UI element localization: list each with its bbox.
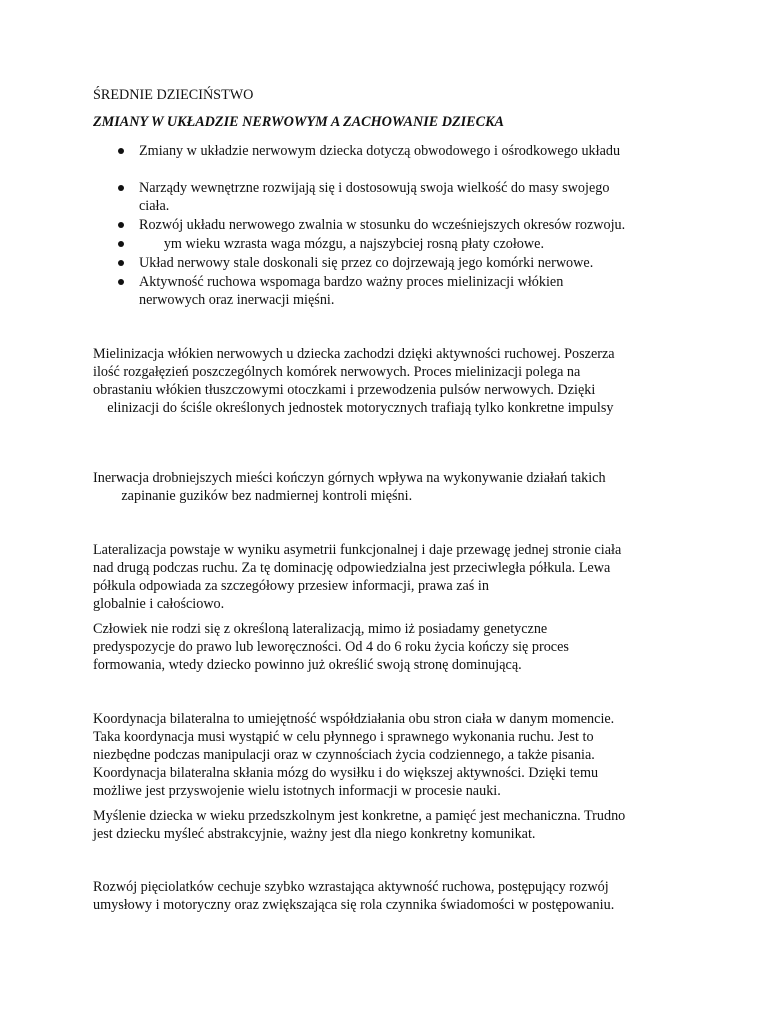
paragraph-line: formowania, wtedy dziecko powinno już określić swoją stronę dominującą. <box>93 657 522 673</box>
paragraph-line: Myślenie dziecka w wieku przedszkolnym jest konkretne, a pamięć jest mechaniczna. Trudno <box>93 808 626 824</box>
paragraph-line: Koordynacja bilateralna to umiejętność współdziałania obu stron ciała w danym momencie. <box>93 711 615 727</box>
bullet-icon <box>118 241 124 247</box>
paragraph-line: możliwe jest przyswojenie wielu istotnych informacji w procesie nauki. <box>93 783 501 799</box>
bullet-line: ym wieku wzrasta waga mózgu, a najszybciej rosną płaty czołowe. <box>139 236 544 252</box>
paragraph-line: elinizacji do ściśle określonych jednostek motorycznych trafiają tylko konkretne impulsy <box>93 400 614 416</box>
bullet-icon <box>118 279 124 285</box>
bullet-line: ciała. <box>139 198 170 214</box>
bullet-line: Układ nerwowy stale doskonali się przez co dojrzewają jego komórki nerwowe. <box>139 255 594 271</box>
paragraph-line: obrastaniu włókien tłuszczowymi otoczkami i przewodzenia pulsów nerwowych. Dzięki <box>93 382 596 398</box>
paragraph-line: półkula odpowiada za szczegółowy przesiew informacji, prawa zaś in <box>93 578 489 594</box>
paragraph-line: zapinanie guzików bez nadmiernej kontroli mięśni. <box>93 488 413 504</box>
paragraph-line: ilość rozgałęzień poszczególnych komórek nerwowych. Proces mielinizacji polega na <box>93 364 581 380</box>
bullet-line: Rozwój układu nerwowego zwalnia w stosunku do wcześniejszych okresów rozwoju. <box>139 217 626 233</box>
bullet-icon <box>118 222 124 228</box>
bullet-line: Zmiany w układzie nerwowym dziecka dotyczą obwodowego i ośrodkowego układu <box>139 143 621 159</box>
paragraph-line: Mielinizacja włókien nerwowych u dziecka zachodzi dzięki aktywności ruchowej. Poszerza <box>93 346 615 362</box>
bullet-icon <box>118 185 124 191</box>
bullet-line: Aktywność ruchowa wspomaga bardzo ważny proces mielinizacji włókien <box>139 274 564 290</box>
paragraph-line: predyspozycje do prawo lub leworęczności. Od 4 do 6 roku życia kończy się proces <box>93 639 569 655</box>
paragraph-line: Inerwacja drobniejszych mieści kończyn górnych wpływa na wykonywanie działań takich <box>93 470 606 486</box>
paragraph-line: niezbędne podczas manipulacji oraz w czynnościach życia codziennego, a także pisania. <box>93 747 595 763</box>
bullet-line: Narządy wewnętrzne rozwijają się i dostosowują swoja wielkość do masy swojego <box>139 180 610 196</box>
paragraph-line: Koordynacja bilateralna skłania mózg do wysiłku i do większej aktywności. Dzięki temu <box>93 765 599 781</box>
paragraph-line: globalnie i całościowo. <box>93 596 225 612</box>
bullet-icon <box>118 260 124 266</box>
paragraph-line: jest dziecku myśleć abstrakcyjnie, ważny jest dla niego konkretny komunikat. <box>93 826 536 842</box>
bullet-line: nerwowych oraz inerwacji mięśni. <box>139 292 335 308</box>
paragraph-line: Człowiek nie rodzi się z określoną lateralizacją, mimo iż posiadamy genetyczne <box>93 621 548 637</box>
document-title: ŚREDNIE DZIECIŃSTWO <box>93 87 254 103</box>
paragraph-line: nad drugą podczas ruchu. Za tę dominację odpowiedzialna jest przeciwległa półkula. Lewa <box>93 560 611 576</box>
paragraph-line: Lateralizacja powstaje w wyniku asymetrii funkcjonalnej i daje przewagę jednej stronie ciała <box>93 542 622 558</box>
paragraph-line: Taka koordynacja musi wystąpić w celu płynnego i sprawnego wykonania ruchu. Jest to <box>93 729 594 745</box>
bullet-icon <box>118 148 124 154</box>
section-heading: ZMIANY W UKŁADZIE NERWOWYM A ZACHOWANIE DZIECKA <box>93 114 505 130</box>
paragraph-line: umysłowy i motoryczny oraz zwiększająca się rola czynnika świadomości w postępowaniu. <box>93 897 615 913</box>
paragraph-line: Rozwój pięciolatków cechuje szybko wzrastająca aktywność ruchowa, postępujący rozwój <box>93 879 609 895</box>
